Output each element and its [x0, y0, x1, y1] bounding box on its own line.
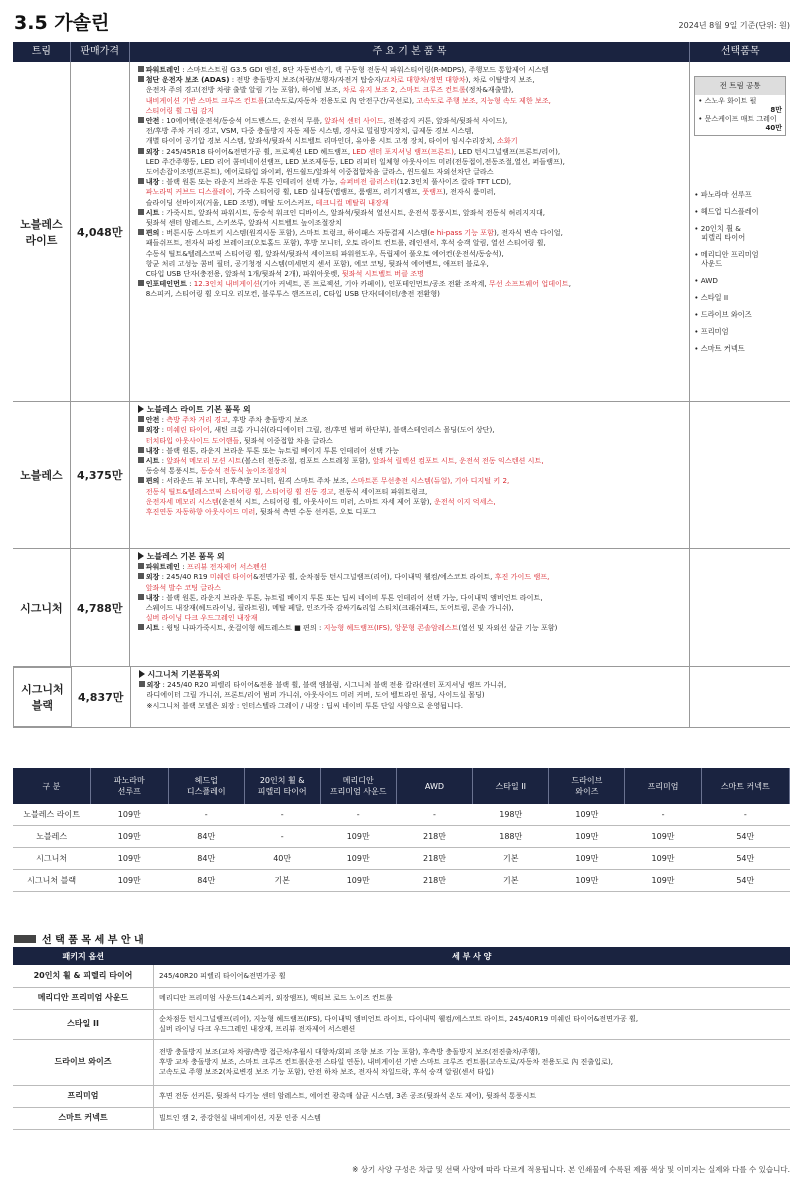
feature-line: 시그니처 기본품목외: [139, 670, 686, 680]
feature-line: 시트 : 앞좌석 메모리 모션 시트(볼스터 전동조절, 컴포트 스트레칭 포함), 앞좌석 릴렉션 컴포트 시트, 운전석 전동 익스텐션 시트,: [138, 456, 686, 466]
price-cell: 218만: [396, 870, 472, 892]
feature-line: 안전 : 10에어백(운전석/동승석 어드밴스드, 운전석 무릎, 앞좌석 센터 사이드, 전복감지 커튼, 앞좌석/뒷좌석 사이드),: [138, 116, 686, 126]
detail-package-name: 스타일 II: [13, 1009, 154, 1039]
bullet-square-icon: [138, 117, 144, 123]
bullet-square-icon: [138, 76, 144, 82]
price-cell: 84만: [168, 826, 244, 848]
price-cell: 54만: [701, 826, 789, 848]
trim-name: 노블레스: [13, 402, 71, 548]
price-cell: 109만: [549, 826, 625, 848]
page-title: 3.5 가솔린: [14, 12, 110, 34]
feature-line: 노블레스 라이트 기본 품목 외: [138, 405, 686, 415]
feature-line: 안전 : 측방 주차 거리 경고, 후방 주차 충돌방지 보조: [138, 415, 686, 425]
detail-section-title: 선 택 품 목 세 부 안 내: [14, 931, 144, 946]
detail-package-name: 드라이브 와이즈: [13, 1039, 154, 1085]
trim-options: [690, 62, 790, 401]
feature-line: 터치타입 아웃사이드 도어핸들, 뒷좌석 이중접합 차음 글라스: [145, 435, 333, 445]
price-col-header: 파노라마 선루프: [90, 768, 168, 804]
price-cell: 109만: [320, 826, 396, 848]
feature-line: 8스피커, 스티어링 휠 오디오 리모컨, 블루투스 핸즈프리, C타입 USB 단자(데이터/충전 전환형): [145, 289, 440, 299]
section-bar-icon: [14, 935, 36, 943]
price-row-trim: 노블레스: [13, 826, 90, 848]
price-cell: 109만: [320, 848, 396, 870]
feature-line: 내장 : 블랙 원톤, 라운지 브라운 투톤 또는 뉴트럴 베이지 투톤 인테리어 선택 가능: [138, 446, 686, 456]
trim-price: 4,788만: [71, 549, 130, 666]
feature-line: 파노라믹 커브드 디스플레이, 가죽 스티어링 휠, LED 실내등(맵램프, 룸램프, 러기지램프, 풋램프), 전자식 룸미러,: [145, 187, 496, 197]
price-cell: -: [396, 804, 472, 826]
trim-row: [13, 402, 790, 549]
feature-line: 시트 : 윙팅 나파가죽시트, 옷걸이형 헤드레스트 ■ 편의 : 지능형 헤드램프(IFS), 앙문형 콘솔암레스트(열선 및 자외선 살균 기능 포함): [138, 623, 686, 633]
feature-line: 스티어링 휠 그립 감지: [145, 105, 215, 115]
feature-line: 스웨이드 내장재(헤드라이닝, 필라트림), 메탈 페달, 인조가죽 감싸기&리얼 스티치(크래쉬패드, 도어트림, 콘솔 가니쉬),: [145, 603, 514, 613]
price-cell: 109만: [625, 826, 701, 848]
feature-line: 내장 : 블랙 원톤, 라운지 브라운 투톤, 뉴트럴 베이지 투톤 또는 딥씨 네이비 투톤 인테리어 선택 가능, 다이내믹 앰비언트 라이트,: [138, 593, 686, 603]
price-cell: 109만: [625, 848, 701, 870]
feature-line: 개별 타이어 공기압 경보 시스템, 앞좌석/뒷좌석 시트벨트 리마인더, 유아용 시트 고정 장치, 타이어 임시수리장치, 소화기: [145, 136, 518, 146]
price-cell: 188만: [473, 826, 549, 848]
option-list-item: • 메리디안 프리미엄 사운드: [694, 250, 759, 268]
price-cell: 109만: [90, 804, 168, 826]
trim-name: 시그니처: [13, 549, 71, 666]
bullet-square-icon: [138, 563, 144, 569]
trim-feature-table: [13, 42, 790, 728]
common-options-box: [694, 76, 786, 136]
trim-row: [13, 62, 790, 402]
detail-package-name: 메리디안 프리미엄 사운드: [13, 987, 154, 1009]
feature-line: 전/후방 주차 거리 경고, VSM, 다중 충돌방지 자동 제동 시스템, 경사로 밀림방지장치, 급제동 경보 시스템,: [145, 126, 474, 136]
feature-line: 수동식 틸트&텔레스코픽 스티어링 휠, 앞좌석/뒷좌석 세이프티 파워윈도우, 독립제어 풀오토 에어컨(운전석/동승석),: [145, 248, 504, 258]
header-price: 판매가격: [71, 42, 130, 62]
trim-row: [13, 549, 790, 667]
option-detail-table: [13, 947, 790, 1130]
price-cell: 109만: [320, 870, 396, 892]
trim-options: [690, 549, 790, 666]
common-options-header: 전 트림 공통: [695, 77, 785, 95]
feature-line: 도어손잡이조명(프론트), 에어로타입 와이퍼, 윈드쉴드/앞좌석 이중접합차음 글라스, 윈드쉴드 자외선차단 글라스: [145, 167, 494, 177]
bullet-square-icon: [138, 573, 144, 579]
trim-name: 시그니처 블랙: [13, 667, 72, 727]
price-col-header: AWD: [396, 768, 472, 804]
trim-price: 4,375만: [71, 402, 130, 548]
option-list-item: • 스마트 커넥트: [694, 344, 745, 353]
price-cell: 109만: [549, 870, 625, 892]
detail-spec: 전방 충돌방지 보조(교차 차량/측방 접근차/추월시 대향차/회피 조향 보조 기능 포함), 후측방 충돌방지 보조(전진출차/주행), 후방 교차 충돌방지 보조, 스마트 크루즈 컨트롤(운전 스타일 연동), 내비게이션 기반 스마트 크루즈 컨트롤(고속도로/자동차 전용도로 內 진출입로), 고속도로 주행 보조2(차로변경 보조 기능 포함), 안전 하차 보조, 전자식 차일드락, 후석 승객 알림(센서 타입): [154, 1039, 791, 1085]
detail-spec: 메리디안 프리미엄 사운드(14스피커, 외장앰프), 액티브 로드 노이즈 컨트롤: [154, 987, 791, 1009]
footnote: ※ 상기 사양 구성은 차급 및 선택 사양에 따라 다르게 적용됩니다. 본 인쇄물에 수록된 제품 색상 및 이미지는 실제와 다를 수 있습니다.: [352, 1165, 790, 1174]
feature-line: 패들쉬프트, 전자식 파킹 브레이크(오토홀드 포함), 후방 모니터, 오토 라이트 컨트롤, 레인센서, 후석 승객 알림, 열선 스티어링 휠,: [145, 238, 546, 248]
trim-options: [690, 667, 790, 727]
feature-line: 외장 : 245/40 R19 미쉐린 타이어&전면가공 휠, 순차점등 턴시그널램프(리어), 다이내믹 웰컴/에스코트 라이트, 후진 가이드 램프,: [138, 572, 686, 582]
feature-line: ※시그니처 블랙 모델은 외장 : 인터스텔라 그레이 / 내장 : 딥씨 네이비 투톤 단일 사양으로 운영됩니다.: [146, 700, 463, 710]
feature-line: 파워트레인 : 스마트스트림 G3.5 GDI 엔진, 8단 자동변속기, 랙 구동형 전동식 파워스티어링(R-MDPS), 주행모드 통합제어 시스템: [138, 65, 686, 75]
price-col-header: 스마트 커넥트: [701, 768, 789, 804]
detail-row: [13, 1085, 790, 1107]
feature-line: 노블레스 기본 품목 외: [138, 552, 686, 562]
option-list-item: • 20인치 휠 & 피렐리 타이어: [694, 224, 746, 242]
detail-spec: 순차점등 턴시그널램프(리어), 지능형 헤드램프(IFS), 다이내믹 앰비언트 라이트, 다이내믹 웰컴/에스코트 라이트, 245/40R19 미쉐린 타이어&전면가공 휠, 실버 라이닝 다크 우드그레인 내장재, 프리뷰 전자제어 서스펜션: [154, 1009, 791, 1039]
detail-row: [13, 965, 790, 987]
price-col-header: 드라이브 와이즈: [549, 768, 625, 804]
price-cell: 40만: [244, 848, 320, 870]
price-cell: 218만: [396, 848, 472, 870]
detail-package-name: 20인치 휠 & 피렐리 타이어: [13, 965, 154, 987]
bullet-square-icon: [138, 457, 144, 463]
feature-line: 시트 : 가죽시트, 앞좌석 파워시트, 동승석 워크인 디바이스, 앞좌석/뒷좌석 열선시트, 운전석 통풍시트, 앞좌석 전동식 허리지지대,: [138, 208, 686, 218]
price-cell: 109만: [549, 804, 625, 826]
price-col-header: 헤드업 디스플레이: [168, 768, 244, 804]
trim-options: [690, 402, 790, 548]
bullet-square-icon: [138, 66, 144, 72]
feature-line: 외장 : 245/40 R20 피렐리 타이어&전용 블랙 휠, 블랙 엠블럼, 시그니처 블랙 전용 칼라(센터 포지셔닝 램프 가니쉬,: [139, 680, 686, 690]
option-list-item: • AWD: [694, 276, 718, 285]
feature-line: 편의 : 버튼시동 스마트키 시스템(원격시동 포함), 스마트 트렁크, 하이패스 자동결제 시스템(e hi-pass 기능 포함), 전자식 변속 다이얼,: [138, 228, 686, 238]
price-cell: -: [625, 804, 701, 826]
trim-row: [13, 667, 790, 728]
option-list-item: • 헤드업 디스플레이: [694, 207, 759, 216]
price-cell: -: [701, 804, 789, 826]
price-row: [13, 826, 790, 848]
feature-line: 후진연동 자동하향 아웃사이드 미러, 뒷좌석 측면 수동 선커튼, 오토 디포그: [145, 507, 377, 517]
price-cell: 54만: [701, 870, 789, 892]
price-row: [13, 870, 790, 892]
bullet-square-icon: [138, 416, 144, 422]
feature-line: 운전자 주의 경고(전방 차량 출발 알림 기능 포함), 하이빔 보조, 차로 유지 보조 2, 스마트 크루즈 컨트롤(정차&재출발),: [145, 85, 514, 95]
price-row-trim: 노블레스 라이트: [13, 804, 90, 826]
feature-line: 전동식 틸트&텔레스코픽 스티어링 휠, 스티어링 휠 진동 경고, 전동식 세이프티 파워트렁크,: [145, 486, 428, 496]
bullet-square-icon: [138, 447, 144, 453]
price-cell: 기본: [473, 870, 549, 892]
bullet-triangle-icon: [138, 405, 144, 413]
price-cell: 54만: [701, 848, 789, 870]
date-note: 2024년 8월 9일 기준(단위: 원): [678, 21, 790, 30]
option-price-table: [13, 768, 790, 892]
trim-table-header: [13, 42, 790, 62]
option-list-item: • 드라이브 와이즈: [694, 310, 752, 319]
bullet-square-icon: [138, 477, 144, 483]
feature-line: 내비게이션 기반 스마트 크루즈 컨트롤(고속도로/자동차 전용도로 內 안전구간/곡선로), 고속도로 주행 보조, 지능형 속도 제한 보조,: [145, 95, 551, 105]
price-row: [13, 804, 790, 826]
feature-line: 슬라이딩 선바이저(거울, LED 조명), 메탈 도어스커프, 테크니컬 메탈릭 내장재: [145, 197, 389, 207]
detail-row: [13, 1009, 790, 1039]
bullet-square-icon: [138, 594, 144, 600]
detail-row: [13, 1107, 790, 1129]
header-features: 주 요 기 본 품 목: [130, 42, 691, 62]
price-col-header: 스타일 II: [473, 768, 549, 804]
price-row-trim: 시그니처 블랙: [13, 870, 90, 892]
feature-line: 실버 라이닝 다크 우드그레인 내장재: [145, 613, 258, 623]
bullet-square-icon: [138, 229, 144, 235]
price-cell: 109만: [90, 826, 168, 848]
option-list-item: • 파노라마 선루프: [694, 190, 752, 199]
option-list-item: • 스타일 II: [694, 293, 729, 302]
price-cell: 109만: [549, 848, 625, 870]
bullet-square-icon: [138, 148, 144, 154]
trim-price: 4,837만: [72, 667, 131, 727]
trim-features: [130, 549, 691, 666]
price-row-trim: 시그니처: [13, 848, 90, 870]
bullet-square-icon: [138, 178, 144, 184]
bullet-square-icon: [138, 209, 144, 215]
price-cell: -: [244, 826, 320, 848]
price-cell: 84만: [168, 848, 244, 870]
feature-line: 파워트레인 : 프리뷰 전자제어 서스펜션: [138, 562, 686, 572]
price-col-header: 20인치 휠 & 피렐리 타이어: [244, 768, 320, 804]
header-trim: 트림: [13, 42, 71, 62]
price-cell: 218만: [396, 826, 472, 848]
trim-name: 노블레스 라이트: [13, 62, 71, 401]
feature-line: C타입 USB 단자(충전용, 앞좌석 1개/뒷좌석 2개), 파워아웃렛, 뒷좌석 시트벨트 버클 조명: [145, 269, 424, 279]
feature-line: 라디에이터 그릴 가니쉬, 프론트/리어 범퍼 가니쉬, 아웃사이드 미러 커버, 도어 벨트라인 몰딩, 사이드실 몰딩): [146, 690, 485, 700]
detail-spec: 빌트인 캠 2, 증강현실 내비게이션, 지문 인증 시스템: [154, 1107, 791, 1129]
feature-line: 앞좌석 발수 코팅 글라스: [145, 582, 221, 592]
trim-features: [131, 667, 691, 727]
feature-line: 첨단 운전자 보조 (ADAS) : 전방 충돌방지 보조(차량/보행자/자전거 탑승자/교차로 대향차/정면 대향차), 차로 이탈방지 보조,: [138, 75, 686, 85]
feature-line: 운전자세 메모리 시스템(운전석 시트, 스티어링 휠, 아웃사이드 미러, 스마트 자세 제어 포함), 운전석 이지 억세스,: [145, 496, 496, 506]
detail-header-spec: 세 부 사 양: [154, 947, 791, 965]
bullet-square-icon: [138, 426, 144, 432]
feature-line: 외장 : 미쉐린 타이어, 새틴 크롬 가니쉬(라디에이터 그릴, 전/후면 범퍼 하단부), 블랙스테인리스 몰딩(도어 상단),: [138, 425, 686, 435]
feature-line: LED 주간주행등, LED 리어 콤비네이션램프, LED 보조제동등, LED 리피터 일체형 아웃사이드 미러(전동접이,전동조절,열선, 퍼들램프),: [145, 156, 565, 166]
bullet-square-icon: [139, 681, 145, 687]
feature-line: 동승석 통풍시트, 동승석 전동식 높이조절장치: [145, 466, 288, 476]
price-col-header: 구 분: [13, 768, 90, 804]
price-cell: -: [244, 804, 320, 826]
price-cell: -: [320, 804, 396, 826]
price-cell: 기본: [244, 870, 320, 892]
trim-features: [130, 62, 691, 401]
detail-row: [13, 987, 790, 1009]
price-cell: 198만: [473, 804, 549, 826]
detail-spec: 245/40R20 피렐리 타이어&전면가공 휠: [154, 965, 791, 987]
price-cell: 기본: [473, 848, 549, 870]
detail-package-name: 프리미엄: [13, 1085, 154, 1107]
price-col-header: 프리미엄: [625, 768, 701, 804]
feature-line: 외장 : 245/45R18 타이어&전면가공 휠, 프로젝션 LED 헤드램프, LED 센터 포지셔닝 램프(프론트), LED 턴시그널램프(프론트/리어),: [138, 147, 686, 157]
bullet-square-icon: [138, 280, 144, 286]
detail-spec: 후면 전동 선커튼, 뒷좌석 다기능 센터 암레스트, 에어컨 광촉매 살균 시스템, 3존 공조(뒷좌석 온도 제어), 뒷좌석 통풍시트: [154, 1085, 791, 1107]
detail-header-package: 패키지 옵션: [13, 947, 154, 965]
price-col-header: 메리디안 프리미엄 사운드: [320, 768, 396, 804]
common-option-item: • 스노우 화이트 펄 8만 • 문스케이프 매트 그레이 40만: [698, 97, 782, 132]
price-cell: 109만: [90, 870, 168, 892]
feature-line: 편의 : 서라운드 뷰 모니터, 후측방 모니터, 원격 스마트 주차 보조, 스마트폰 무선충전 시스템(듀얼), 기아 디지털 키 2,: [138, 476, 686, 486]
option-list-item: • 프리미엄: [694, 327, 729, 336]
header-options: 선택품목: [720, 46, 760, 57]
bullet-triangle-icon: [139, 670, 145, 678]
bullet-square-icon: [138, 624, 144, 630]
feature-line: 내장 : 블랙 원톤 또는 라운지 브라운 투톤 인테리어 선택 가능, 슈퍼비전 클러스터(12.3인치 풀사이즈 칼라 TFT LCD),: [138, 177, 686, 187]
feature-line: 인포테인먼트 : 12.3인치 내비게이션(기아 커넥트, 폰 프로젝션, 기아 카페이), 인포테인먼트/공조 전환 조작계, 무선 소프트웨어 업데이트,: [138, 279, 686, 289]
price-cell: 84만: [168, 870, 244, 892]
feature-line: 뒷좌석 센터 암레스트, 스키쓰루, 앞좌석 시트벨트 높이조절장치: [145, 218, 342, 228]
bullet-triangle-icon: [138, 552, 144, 560]
price-cell: 109만: [625, 870, 701, 892]
feature-line: 항균 처리 고성능 콤비 필터, 공기청정 시스템(미세먼지 센서 포함), 에코 코팅, 뒷좌석 에어벤트, 애프터 블로우,: [145, 258, 489, 268]
option-list: [694, 190, 786, 353]
trim-price: 4,048만: [71, 62, 130, 401]
trim-features: [130, 402, 691, 548]
detail-row: [13, 1039, 790, 1085]
price-cell: -: [168, 804, 244, 826]
detail-package-name: 스마트 커넥트: [13, 1107, 154, 1129]
price-row: [13, 848, 790, 870]
price-cell: 109만: [90, 848, 168, 870]
